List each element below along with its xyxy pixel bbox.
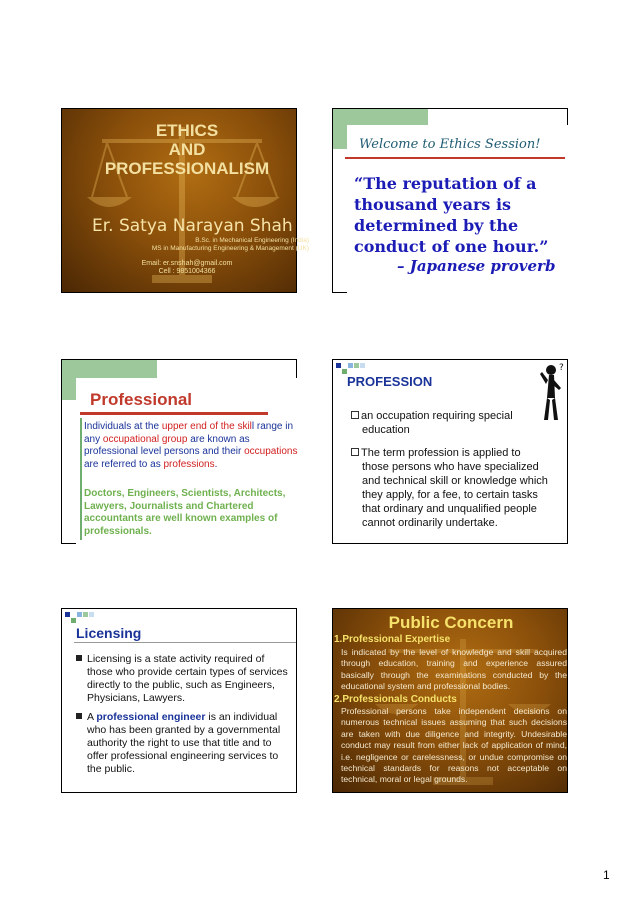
checkbox-bullet-icon bbox=[351, 448, 359, 456]
conducts-text: Professional persons take independent decisions on numerous technical issues assuming that such decisions are taken with due diligence and integrity. Undesirable conduct may result from either lack of application of mind, i.e. negligence or carelessness, or undue compromise on technical standards for reasons not acceptable on technical, moral or legal grounds. bbox=[341, 706, 567, 785]
slide-heading: Public Concern bbox=[388, 613, 514, 632]
degree-2: MS in Manufacturing Engineering & Management (UK) bbox=[151, 245, 309, 252]
subheading-expertise: 1.Professional Expertise bbox=[334, 634, 451, 645]
subheading-conducts: 2.Professionals Conducts bbox=[334, 694, 457, 705]
expertise-text: Is indicated by the level of knowledge and skill acquired through education, training and experience assured basically through the examinations conducted by the educational system and professional bodies. bbox=[341, 647, 567, 692]
slide-public-concern bbox=[332, 608, 568, 793]
slide-title bbox=[61, 108, 309, 293]
side-line bbox=[80, 418, 82, 540]
slide-heading: Professional bbox=[90, 390, 193, 409]
divider-line bbox=[80, 412, 268, 415]
email-text: Email: er.snshah@gmail.com bbox=[141, 260, 233, 267]
bullet-licensing: Licensing is a state activity required of those who provide certain types of services directly to the public, such as Engineers, Physicians, Lawyers. bbox=[76, 653, 298, 705]
decorative-squares bbox=[65, 612, 95, 624]
welcome-heading: Welcome to Ethics Session! bbox=[359, 137, 541, 152]
checkbox-bullet-icon bbox=[351, 411, 359, 419]
proverb-attribution: – Japanese proverb bbox=[397, 257, 556, 275]
slide-licensing bbox=[61, 608, 297, 793]
page-number: 1 bbox=[603, 868, 610, 882]
examples-paragraph: Doctors, Engineers, Scientists, Architects, Lawyers, Journalists and Chartered accountants are well known examples of professionals. bbox=[84, 488, 286, 537]
svg-text:?: ? bbox=[559, 363, 564, 373]
definition-paragraph: Individuals at the upper end of the skill range in any occupational group are known as professional level persons and their occupations are referred to as professions. bbox=[84, 421, 298, 470]
bullet-professional-engineer: A professional engineer is an individual who has been granted by a governmental authority the right to use that title and to offer professional engineering services to the public. bbox=[76, 711, 298, 776]
divider-line bbox=[74, 642, 296, 643]
bullet-term: The term profession is applied to those persons who have specialized and technical skill or knowledge which they apply, for a fee, to certain tasks that ordinary and unqualified people cannot ordinarily undertake. bbox=[351, 446, 566, 530]
square-bullet-icon bbox=[76, 655, 82, 661]
degree-1: B.Sc. in Mechanical Engineering (India) bbox=[195, 237, 309, 244]
cell-text: Cell : 9851004366 bbox=[158, 268, 216, 275]
square-bullet-icon bbox=[76, 713, 82, 719]
quote-text: “The reputation of a thousand years is determined by the conduct of one hour.” bbox=[354, 174, 549, 256]
slide-professional bbox=[61, 359, 297, 544]
slide-title-text: ETHICS AND PROFESSIONALISM bbox=[104, 121, 270, 178]
slide-heading: PROFESSION bbox=[347, 374, 433, 389]
slide-profession bbox=[332, 359, 568, 544]
slide-welcome bbox=[332, 108, 568, 293]
divider-line bbox=[345, 157, 565, 159]
bullet-definition: an occupation requiring special education bbox=[351, 409, 566, 437]
slide-heading: Licensing bbox=[76, 625, 142, 641]
author-name: Er. Satya Narayan Shah bbox=[92, 216, 293, 236]
